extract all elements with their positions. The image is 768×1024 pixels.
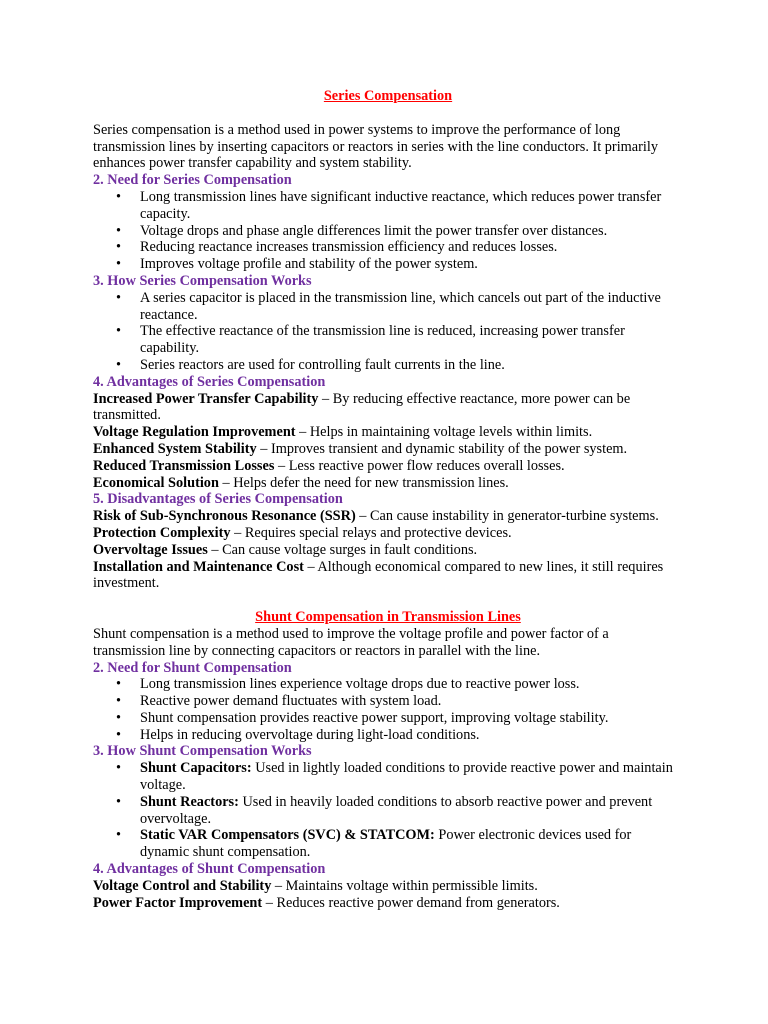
advantage-desc: – Less reactive power flow reduces overall losses.	[274, 457, 565, 474]
disadvantage-desc: – Can cause instability in generator-turbine systems.	[355, 508, 659, 525]
series-how-list	[93, 290, 683, 374]
advantage-term: Voltage Regulation Improvement	[93, 424, 296, 441]
shunt-intro-paragraph: Shunt compensation is a method used to improve the voltage profile and power factor of a transmission line by connecting capacitors or reactors in parallel with the line.	[93, 625, 609, 659]
shunt-advantages-heading: 4. Advantages of Shunt Compensation	[93, 861, 326, 878]
advantage-term: Enhanced System Stability	[93, 440, 257, 457]
list-item	[140, 827, 683, 861]
advantage-item	[93, 424, 683, 441]
disadvantage-term: Overvoltage Issues	[93, 541, 208, 558]
series-need-heading: 2. Need for Series Compensation	[93, 172, 292, 189]
disadvantage-item	[93, 542, 683, 559]
list-item: • Voltage drops and phase angle differences limit the power transfer over distances.	[140, 223, 683, 240]
list-item: • Reactive power demand fluctuates with system load.	[140, 693, 683, 710]
series-compensation-title: Series Compensation	[323, 88, 453, 104]
list-item: • Reducing reactance increases transmission efficiency and reduces losses.	[140, 239, 683, 256]
advantage-desc: – By reducing effective reactance, more power can be transmitted.	[93, 390, 631, 424]
advantage-desc: – Helps in maintaining voltage levels within limits.	[295, 424, 593, 441]
disadvantage-desc: – Requires special relays and protective devices.	[230, 524, 512, 541]
advantage-term: Reduced Transmission Losses	[93, 457, 275, 474]
device-term: Shunt Reactors:	[140, 793, 239, 810]
advantage-desc: – Maintains voltage within permissible limits.	[271, 877, 538, 894]
advantage-item	[93, 878, 683, 895]
shunt-how-list	[93, 760, 683, 861]
advantage-desc: – Improves transient and dynamic stability of the power system.	[256, 440, 628, 457]
device-desc: Power electronic devices used for dynamic shunt compensation.	[140, 827, 632, 861]
shunt-need-list	[93, 676, 683, 743]
device-term: Shunt Capacitors:	[140, 760, 252, 777]
list-item: • Long transmission lines experience voltage drops due to reactive power loss.	[140, 676, 683, 693]
advantage-item	[93, 475, 683, 492]
device-desc: Used in lightly loaded conditions to provide reactive power and maintain voltage.	[140, 760, 673, 794]
document-page	[93, 88, 683, 911]
list-item: • A series capacitor is placed in the transmission line, which cancels out part of the inductive reactance.	[140, 290, 683, 324]
list-item: • Series reactors are used for controlling fault currents in the line.	[140, 357, 683, 374]
list-item	[140, 760, 683, 794]
disadvantage-term: Installation and Maintenance Cost	[93, 558, 304, 575]
disadvantage-item	[93, 559, 683, 593]
advantage-item	[93, 391, 683, 425]
shunt-compensation-title: Shunt Compensation in Transmission Lines	[255, 609, 521, 626]
device-desc: Used in heavily loaded conditions to absorb reactive power and prevent overvoltage.	[140, 793, 653, 827]
advantage-term: Economical Solution	[93, 474, 219, 491]
advantage-desc: – Helps defer the need for new transmission lines.	[218, 474, 509, 491]
series-intro-paragraph: Series compensation is a method used in power systems to improve the performance of long transmission lines by inserting capacitors or reactors in series with the line conductors. It primarily enhances power transfer capability and system stability.	[93, 121, 658, 172]
device-term: Static VAR Compensators (SVC) & STATCOM:	[140, 827, 435, 844]
list-item: • Shunt compensation provides reactive power support, improving voltage stability.	[140, 710, 683, 727]
series-advantages-heading: 4. Advantages of Series Compensation	[93, 373, 326, 390]
disadvantage-term: Risk of Sub-Synchronous Resonance (SSR)	[93, 508, 356, 525]
advantage-term: Increased Power Transfer Capability	[93, 390, 319, 407]
list-item: • Improves voltage profile and stability of the power system.	[140, 256, 683, 273]
shunt-need-heading: 2. Need for Shunt Compensation	[93, 659, 292, 676]
series-need-list	[93, 189, 683, 273]
advantage-item	[93, 458, 683, 475]
advantage-item	[93, 441, 683, 458]
shunt-how-heading: 3. How Shunt Compensation Works	[93, 743, 312, 760]
series-disadvantages-heading: 5. Disadvantages of Series Compensation	[93, 491, 343, 508]
list-item: • The effective reactance of the transmission line is reduced, increasing power transfer capability.	[140, 323, 683, 357]
list-item: • Helps in reducing overvoltage during light-load conditions.	[140, 727, 683, 744]
disadvantage-item	[93, 508, 683, 525]
disadvantage-desc: – Can cause voltage surges in fault conditions.	[207, 541, 478, 558]
series-how-heading: 3. How Series Compensation Works	[93, 272, 312, 289]
disadvantage-desc: – Although economical compared to new lines, it still requires investment.	[93, 558, 664, 592]
advantage-term: Power Factor Improvement	[93, 894, 263, 911]
advantage-desc: – Reduces reactive power demand from generators.	[262, 894, 560, 911]
list-item: • Long transmission lines have significant inductive reactance, which reduces power transfer capacity.	[140, 189, 683, 223]
advantage-item	[93, 895, 683, 912]
disadvantage-term: Protection Complexity	[93, 524, 231, 541]
advantage-term: Voltage Control and Stability	[93, 877, 272, 894]
list-item	[140, 794, 683, 828]
disadvantage-item	[93, 525, 683, 542]
